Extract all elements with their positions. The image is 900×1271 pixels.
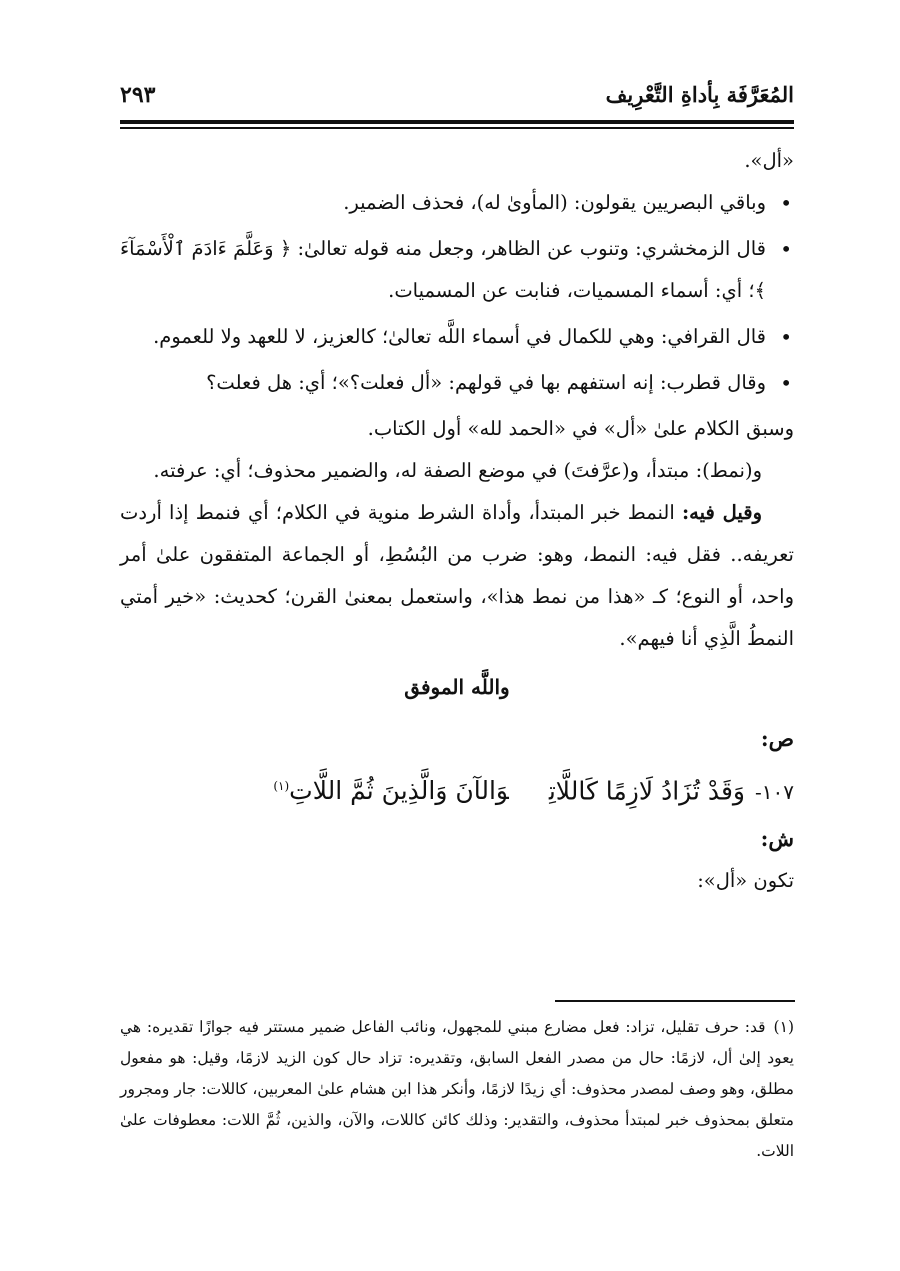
bullet-item: • وقال قطرب: إنه استفهم بها في قولهم: «أل فعلت؟»؛ أي: هل فعلت؟	[120, 362, 766, 404]
verse-line	[120, 760, 794, 818]
sad-label: ص:	[760, 726, 794, 751]
verse-hemistich-1: وَقَدْ تُزَادُ لَازِمًا كَاللَّاتِ	[548, 776, 745, 806]
footnote	[120, 1012, 794, 1167]
qila-label: وقيل فيه:	[681, 501, 762, 524]
header-rule-thin	[120, 127, 794, 129]
verse-number: ١٠٧-	[755, 780, 794, 805]
paragraph-qila	[120, 492, 794, 660]
bullet-item: • قال القرافي: وهي للكمال في أسماء اللَّه تعالىٰ؛ كالعزيز، لا للعهد ولا للعموم.	[120, 316, 766, 358]
verse-hemistich-2: وَالآنَ وَالَّذِينَ ثُمَّ اللَّاتِ	[289, 776, 509, 806]
footnote-text: قد: حرف تقليل، تزاد: فعل مضارع مبني للمجهول، ونائب الفاعل ضمير مستتر فيه جوازًا تقديره: هي يعود إلىٰ أل، لازمًا: حال من مصدر الفعل السابق، وتقديره: تزاد حال كون الزيد لازمًا، وقيل: هو مفعول مطلق، وهو وصف لمصدر محذوف: أي زيدًا لازمًا، وأنكر هذا ابن هشام علىٰ المعربين، كاللات: جار ومجرور متعلق بمحذوف خبر لمبتدأ محذوف، والتقدير: وذلك كائن كاللات، والآن، والذين، ثُمَّ اللات: معطوفات علىٰ اللات.	[120, 1018, 794, 1160]
shin-label: ش:	[760, 826, 794, 852]
text-line: تكون «أل»:	[697, 869, 794, 893]
running-title: المُعَرَّفَة بِأداةِ التَّعْرِيف	[605, 82, 794, 107]
page-number: ٢٩٣	[120, 82, 156, 108]
footnote-rule	[555, 1000, 795, 1002]
main-text	[120, 140, 794, 902]
footnote-number: (١)	[773, 1018, 794, 1036]
footnote-marker: (١)	[273, 779, 290, 793]
paragraph-namat: و(نمط): مبتدأ، و(عرَّفتَ) في موضع الصفة له، والضمير محذوف؛ أي: عرفته.	[153, 459, 762, 482]
bullet-item: • وباقي البصريين يقولون: (المأوىٰ له)، فحذف الضمير.	[120, 182, 766, 224]
closing-line: واللَّه الموفق	[404, 675, 510, 699]
bullet-list	[120, 182, 794, 404]
text-line: «أل».	[744, 149, 794, 172]
qila-text: النمط خبر المبتدأ، وأداة الشرط منوية في الكلام؛ أي فنمط إذا أردت تعريفه.. فقل فيه: النمط، وهو: ضرب من البُسُطِ، أو الجماعة المتفقون علىٰ أمر واحد، أو النوع؛ كـ «هذا من نمط هذا»، واستعمل بمعنىٰ القرن؛ كحديث: «خير أمتي النمطُ الَّذِي أنا فيهم».	[120, 501, 794, 650]
text-line: وسبق الكلام علىٰ «أل» في «الحمد لله» أول الكتاب.	[367, 417, 794, 440]
running-header	[120, 82, 794, 112]
header-rule-thick	[120, 120, 794, 124]
bullet-item: • قال الزمخشري: وتنوب عن الظاهر، وجعل منه قوله تعالىٰ: ﴿ وَعَلَّمَ ءَادَمَ ٱلْأَسْمَآءَ ﴾؛ أي: أسماء المسميات، فنابت عن المسميات.	[120, 228, 766, 312]
